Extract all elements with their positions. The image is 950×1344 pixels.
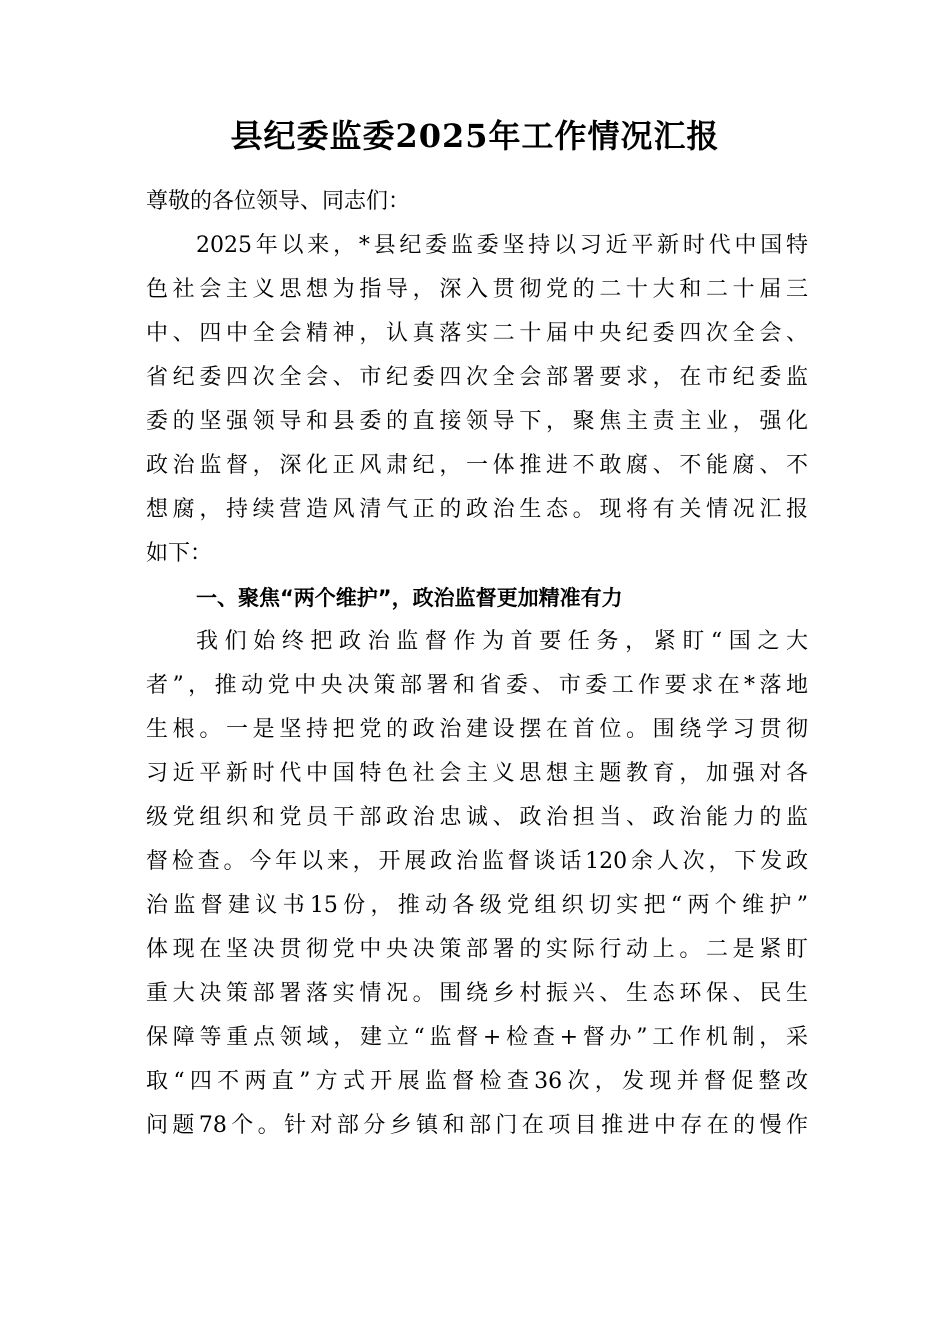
section-1-line-10: 保障等重点领域，建立“监督+检查+督办”工作机制，采 xyxy=(146,1025,808,1050)
section-1-line-2: 者”，推动党中央决策部署和省委、市委工作要求在*落地 xyxy=(146,673,808,698)
section-1-line-6: 督检查。今年以来，开展政治监督谈话120余人次，下发政 xyxy=(146,849,808,874)
section-1-line-8: 体现在坚决贯彻党中央决策部署的实际行动上。二是紧盯 xyxy=(146,937,808,962)
salutation: 尊敬的各位领导、同志们： xyxy=(146,189,411,214)
section-1-line-7: 治监督建议书15份，推动各级党组织切实把“两个维护” xyxy=(146,893,808,918)
section-1-line-11: 取“四不两直”方式开展监督检查36次，发现并督促整改 xyxy=(146,1069,808,1094)
document-title: 县纪委监委2025年工作情况汇报 xyxy=(230,117,720,155)
section-1-line-5: 级党组织和党员干部政治忠诚、政治担当、政治能力的监 xyxy=(146,805,808,830)
intro-line-4: 省纪委四次全会、市纪委四次全会部署要求，在市纪委监 xyxy=(146,365,808,390)
intro-line-2: 色社会主义思想为指导，深入贯彻党的二十大和二十届三 xyxy=(146,277,808,302)
section-1-line-3: 生根。一是坚持把党的政治建设摆在首位。围绕学习贯彻 xyxy=(146,717,808,742)
intro-line-1: 2025年以来，*县纪委监委坚持以习近平新时代中国特 xyxy=(196,233,808,258)
section-1-line-9: 重大决策部署落实情况。围绕乡村振兴、生态环保、民生 xyxy=(146,981,808,1006)
section-1-line-12: 问题78个。针对部分乡镇和部门在项目推进中存在的慢作 xyxy=(146,1113,808,1138)
intro-line-6: 政治监督，深化正风肃纪，一体推进不敢腐、不能腐、不 xyxy=(146,453,808,478)
intro-line-3: 中、四中全会精神，认真落实二十届中央纪委四次全会、 xyxy=(146,321,808,346)
intro-line-7: 想腐，持续营造风清气正的政治生态。现将有关情况汇报 xyxy=(146,497,808,522)
section-1-heading: 一、聚焦“两个维护”，政治监督更加精准有力 xyxy=(196,586,623,610)
intro-line-8: 如下： xyxy=(146,541,213,566)
section-1-line-4: 习近平新时代中国特色社会主义思想主题教育，加强对各 xyxy=(146,761,808,786)
section-1-line-1: 我们始终把政治监督作为首要任务，紧盯“国之大 xyxy=(196,629,808,654)
intro-line-5: 委的坚强领导和县委的直接领导下，聚焦主责主业，强化 xyxy=(146,409,808,434)
